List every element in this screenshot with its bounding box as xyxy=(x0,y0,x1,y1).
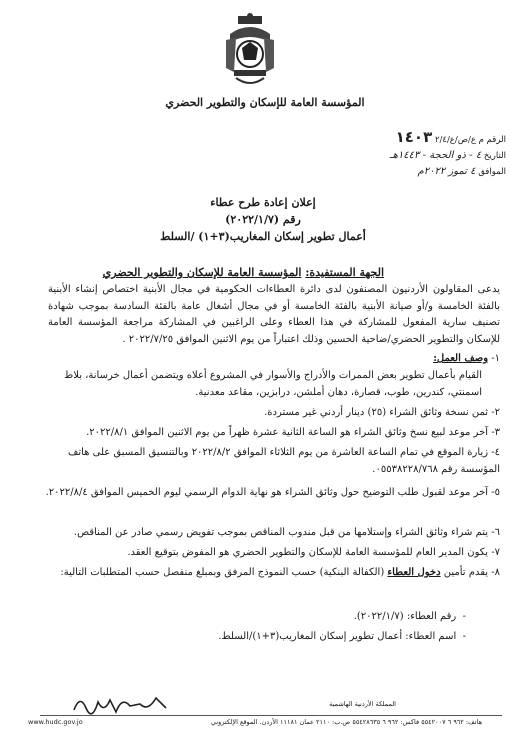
item-8 xyxy=(30,564,500,581)
item-text: آخر موعد لقبول طلب التوضيح حول وثائق الشراء هو نهاية الدوام الرسمي ليوم الخميس الموافق ٢٠٢٢/٨/٤. xyxy=(45,487,489,498)
footer-address: هاتف: ٩٦٢ ٦ ٥٥٤٢٠٠٧ فاكس: ٩٦٢ ٦ ٥٥٤٢٨٦٣٥ ص.ب: ٢١١٠ عمان ١١١٨١ الأردن. الموقع الإلكتروني xyxy=(210,718,482,726)
jordan-coat-of-arms-logo xyxy=(220,12,280,92)
item-number: ٢- xyxy=(491,407,500,418)
item-number: ٨- xyxy=(491,567,500,578)
hijri-date-row xyxy=(390,148,506,164)
item-1 xyxy=(30,350,500,401)
sub-item-text: رقم العطاء: (٢٠٢٢/١/٧). xyxy=(353,611,457,622)
item-4 xyxy=(30,444,500,478)
item-number: ٥- xyxy=(491,487,500,498)
item-text-pre: يقدم تأمين xyxy=(440,567,489,578)
item-text: يكون المدير العام للمؤسسة العامة للإسكان والتطوير الحضري هو المفوض بتوقيع العقد. xyxy=(127,547,489,558)
item-number: ١- xyxy=(491,353,500,364)
item-2 xyxy=(30,404,500,421)
item-5 xyxy=(30,484,500,501)
intro-paragraph: يدعى المقاولون الأردنيون المصنفون لدى دائرة العطاءات الحكومية في مجال الأبنية اختصاص إنشاء الأبنية بالفئة الخامسة و/أو صيانة الأبنية بالفئة الخامسة أو في مجال أشغال عامة بالفئة السادسة بموجب شهادة تصنيف سارية المفعول للمشاركة في هذا العطاء وعلى الراغبين في المشاركة مراجعة المؤسسة العامة للإسكان والتطوير الحضري/ضاحية الحسين وذلك اعتباراً من يوم الاثنين الموافق ٢٠٢٢/٧/٢٥ . xyxy=(48,284,500,345)
beneficiary-label: الجهة المستفيدة: xyxy=(305,266,384,279)
item-7 xyxy=(30,544,500,561)
footer-website: www.hudc.gov.jo xyxy=(28,718,83,726)
item-text-post: (الكفالة البنكية) حسب النموذج المرفق وبمبلغ منفصل حسب المتطلبات التالية: xyxy=(60,567,388,578)
gregorian-date-row xyxy=(390,164,506,180)
project-name: أعمال تطوير إسكان المغاريب(٣+١) /السلط xyxy=(160,230,366,243)
organization-name: المؤسسة العامة للإسكان والتطوير الحضري xyxy=(165,96,365,109)
item-6 xyxy=(30,524,500,541)
item-text: ثمن نسخة وثائق الشراء (٢٥) دينار أردني غير مستردة. xyxy=(264,407,489,418)
item-number: ٣- xyxy=(491,427,500,438)
footer-country: المملكة الأردنية الهاشمية xyxy=(329,700,396,708)
gregorian-date-value: ٤ تموز ٢٠٢٢م xyxy=(417,166,476,177)
sub-item-1 xyxy=(0,608,466,625)
hijri-date-label: التاريخ xyxy=(483,151,506,161)
item-text: زيارة الموقع في تمام الساعة العاشرة من يوم الثلاثاء الموافق ٢٠٢٢/٨/٢ وبالتنسيق المسبق على هاتف المؤسسة رقم ٠٥٥٣٨٢٢٨/٧٦٨. xyxy=(68,447,500,475)
tender-number: رقم (٢٠٢٢/١/٧) xyxy=(225,213,301,226)
announcement-title-block xyxy=(70,196,456,249)
item-number: ٦- xyxy=(491,527,500,538)
item-label: وصف العمل: xyxy=(433,353,489,364)
handwritten-signature xyxy=(70,690,180,718)
item-text-bold: دخول العطاء xyxy=(387,567,441,578)
sub-item-text: اسم العطاء: أعمال تطوير إسكان المغاريب(٣+١)/السلط. xyxy=(218,631,457,642)
reference-label: الرقم xyxy=(486,135,506,145)
gregorian-date-label: الموافق xyxy=(478,167,506,177)
bullet-dash: - xyxy=(456,611,466,622)
item-text: آخر موعد لبيع نسخ وثائق الشراء هو الساعة الثانية عشرة ظهراً من يوم الاثنين الموافق ٢٠٢٢/٨/١. xyxy=(86,427,489,438)
beneficiary-value: المؤسسة العامة للإسكان والتطوير الحضري xyxy=(102,266,302,279)
item-3 xyxy=(30,424,500,441)
hijri-date-value: ٤ - ذو الحجة - ١٤٤٣هـ xyxy=(389,150,482,161)
reference-value: م ع/ص/ع/٢/٤ xyxy=(434,135,484,145)
item-number: ٤- xyxy=(491,447,500,458)
reference-number-row xyxy=(390,130,506,148)
reference-block xyxy=(390,130,506,180)
bullet-dash: - xyxy=(456,631,466,642)
footer-divider xyxy=(40,715,502,716)
announcement-title: إعلان إعادة طرح عطاء xyxy=(210,196,316,209)
item-text: القيام بأعمال تطوير بعض الممرات والأدراج والأسوار في المشروع أعلاه ويتضمن أعمال خرسانة، بلاط اسمنتي، كندرين، طوب، قصارة، دهان أملشن، درابزين، مقاعد معدنية. xyxy=(64,370,482,398)
sub-item-2 xyxy=(0,628,466,645)
beneficiary-line xyxy=(103,266,384,279)
reference-handwritten-number: ١٤٠٣ xyxy=(395,128,433,146)
item-number: ٧- xyxy=(491,547,500,558)
item-text: يتم شراء وثائق الشراء وإستلامها من قبل مندوب المناقص بموجب تفويض رسمي صادر عن المناقص. xyxy=(73,527,489,538)
